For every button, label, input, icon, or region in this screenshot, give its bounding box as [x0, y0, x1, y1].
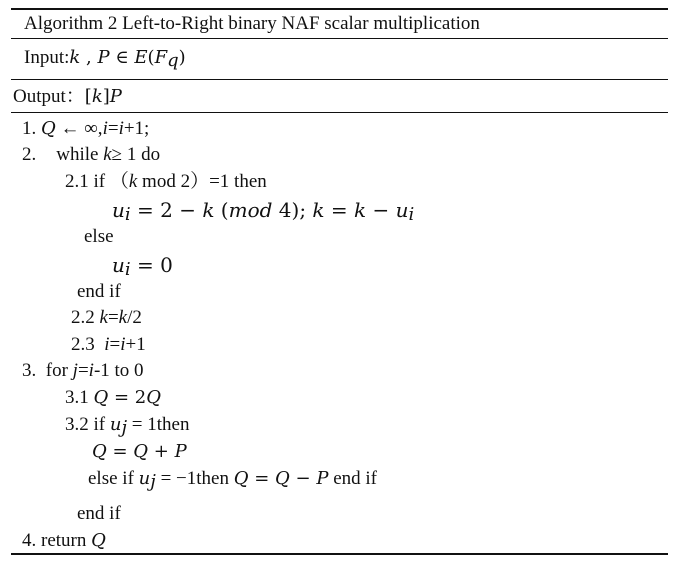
bottom-rule: [11, 553, 668, 555]
step-3-2-then: [92, 440, 187, 464]
step-2-num: 2.: [22, 144, 37, 165]
input-k: k: [69, 47, 81, 68]
step-1-q: Q: [41, 118, 56, 139]
else-1-text: else: [84, 226, 114, 247]
step-2-3-eq: =: [109, 334, 121, 355]
input-rparen: ): [178, 47, 186, 68]
algorithm-title-text: Algorithm 2 Left-to-Right binary NAF scalar multiplication: [24, 13, 480, 34]
input-rule: [11, 79, 668, 80]
input-label: Input:: [24, 47, 70, 68]
endif-2-text: end if: [77, 503, 121, 524]
top-rule: [11, 8, 668, 10]
then-paren: (: [214, 198, 229, 222]
step-2-2-k2: k: [118, 307, 128, 328]
step-3-1-q2: Q: [146, 387, 162, 408]
step-3-2-elseif: [88, 467, 377, 491]
output-label: Output：: [13, 86, 85, 107]
endif-2: [77, 502, 121, 526]
sub-q2: Q: [275, 468, 290, 489]
step-3-2-u: u: [109, 414, 122, 435]
title-rule: [11, 38, 668, 39]
then-k2: k: [312, 198, 325, 222]
add-q: Q: [92, 441, 107, 462]
step-3-1: [65, 386, 161, 410]
step-4-q: Q: [91, 530, 106, 551]
step-3-j: j: [72, 360, 78, 381]
then-u2: u: [395, 198, 409, 222]
else-1: [84, 225, 114, 249]
step-2-2-eq: =: [107, 307, 119, 328]
step-2-1-then: [112, 198, 415, 225]
input-p: P: [97, 47, 110, 68]
then-mod: mod: [228, 198, 273, 222]
header-rule: [11, 112, 668, 113]
step-2-3-rest: +1: [125, 334, 146, 355]
step-2-2-num: 2.2: [71, 307, 100, 328]
step-1-i2: i: [118, 118, 124, 139]
then-u-sub: i: [124, 204, 131, 225]
then-four: 4);: [272, 198, 313, 222]
sub-minus: −: [289, 468, 317, 489]
output-k: k: [91, 86, 103, 107]
step-3-num: 3. for: [22, 360, 73, 381]
sub-eq: =: [248, 468, 276, 489]
add-plus: +: [148, 441, 175, 462]
then-minus: −: [366, 198, 396, 222]
step-1: [22, 117, 149, 141]
then-eq: = 2 −: [130, 198, 203, 222]
step-2-2-rest: /2: [127, 307, 142, 328]
step-3-2-rest: = 1then: [127, 414, 190, 435]
step-2-1-num: 2.1 if （: [65, 171, 129, 192]
elseif-text: else if: [88, 468, 139, 489]
sub-q: Q: [233, 468, 249, 489]
step-3-1-num: 3.1: [65, 387, 94, 408]
step-2-3: [71, 333, 146, 357]
step-1-i: i: [102, 118, 108, 139]
step-2-1-k: k: [128, 171, 138, 192]
step-3-2-num: 3.2 if: [65, 414, 110, 435]
input-q-sub: q: [167, 50, 179, 71]
step-2-3-i2: i: [120, 334, 126, 355]
then-k: k: [202, 198, 215, 222]
output-lbracket: [: [84, 86, 92, 107]
step-2-while: while: [56, 144, 104, 165]
step-2-rest: ≥ 1 do: [111, 144, 161, 165]
step-2-k: k: [103, 144, 112, 165]
input-e: E: [134, 47, 148, 68]
step-2: [22, 143, 160, 167]
else-u-sub: i: [124, 259, 131, 280]
step-2-2-k: k: [99, 307, 108, 328]
step-4: [22, 529, 106, 553]
else-rest: = 0: [130, 253, 173, 277]
step-3-1-eq: = 2: [108, 387, 147, 408]
then-u2-sub: i: [408, 204, 415, 225]
elseif-u-sub: j: [150, 471, 156, 492]
input-sep: ,: [80, 47, 98, 68]
sub-p: P: [316, 468, 329, 489]
input-in: ∈: [109, 47, 135, 68]
output-rbracket: ]: [102, 86, 110, 107]
then-u: u: [112, 198, 125, 222]
step-3-1-q: Q: [93, 387, 109, 408]
endif-1-text: end if: [77, 281, 121, 302]
step-3-eq: =: [77, 360, 89, 381]
step-2-1: [65, 170, 267, 194]
step-3-2: [65, 413, 189, 437]
then-k3: k: [354, 198, 367, 222]
step-1-eq: =: [107, 118, 119, 139]
step-3-i: i: [88, 360, 94, 381]
elseif-u: u: [138, 468, 151, 489]
add-q2: Q: [133, 441, 149, 462]
input-f: F: [154, 47, 168, 68]
input-lparen: (: [147, 47, 155, 68]
step-4-num: 4. return: [22, 530, 92, 551]
step-2-1-else: [112, 253, 173, 280]
step-3-2-u-sub: j: [121, 417, 128, 438]
step-2-2: [71, 306, 142, 330]
input-line: [24, 46, 186, 70]
endif-1: [77, 280, 121, 304]
add-p: P: [174, 441, 187, 462]
output-line: [13, 85, 122, 109]
elseif-eq: = −1then: [155, 468, 234, 489]
step-3: [22, 359, 144, 383]
step-1-plus: +1;: [123, 118, 150, 139]
step-2-1-rest: mod 2）=1 then: [137, 171, 267, 192]
step-2-3-num: 2.3: [71, 334, 105, 355]
step-1-num: 1.: [22, 118, 41, 139]
step-2-3-i: i: [104, 334, 110, 355]
elseif-endif: end if: [328, 468, 378, 489]
else-u: u: [112, 253, 125, 277]
output-p: P: [109, 86, 122, 107]
then-eq2: =: [324, 198, 355, 222]
step-1-assign: ← ∞,: [55, 118, 103, 139]
add-eq: =: [106, 441, 134, 462]
step-3-rest: -1 to 0: [93, 360, 144, 381]
algorithm-title: [24, 12, 480, 36]
